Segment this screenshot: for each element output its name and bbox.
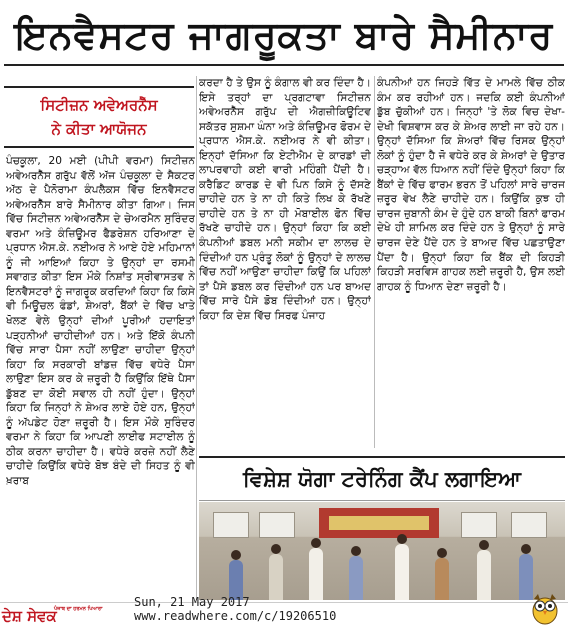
newspaper-logo — [2, 606, 114, 626]
publication-date: Sun, 21 May 2017 — [134, 595, 250, 609]
article-column-1: ਪੰਚਕੂਲਾ, 20 ਮਈ (ਪੀਪੀ ਵਰਮਾ) ਸਿਟੀਜ਼ਨ ਅਵੇਅਰਨੈੱਸ ਗਰੁੱਪ ਵੱਲੋਂ ਅੱਜ ਪੰਚਕੂਲਾ ਦੇ ਸੈਕਟਰ ਅੱਠ ਦੇ ਪੈਨੋਰਾਮਾ ਕੰਪਲੈਕਸ ਵਿੱਚ ਇਨਵੈਸਟਰ ਅਵੇਅਰਨੈੱਸ ਬਾਰੇ ਸੈਮੀਨਾਰ ਕੀਤਾ ਗਿਆ। ਜਿਸ ਵਿੱਚ ਸਿਟੀਜ਼ਨ ਅਵੇਅਰਨੈੱਸ ਦੇ ਚੇਅਰਮੈਨ ਸੁਰਿੰਦਰ ਵਰਮਾ ਅਤੇ ਕੰਜ਼ਿਊਮਰ ਫੈਡਰੇਸ਼ਨ ਹਰਿਆਣਾ ਦੇ ਪ੍ਰਧਾਨ ਐਸ.ਕੇ. ਨਈਅਰ ਨੇ ਆਏ ਹੋਏ ਮਹਿਮਾਨਾਂ ਨੂੰ ਜੀ ਆਇਆਂ ਕਿਹਾ ਤੇ ਉਨ੍ਹਾਂ ਦਾ ਰਸਮੀ ਸਵਾਗਤ ਕੀਤਾ ਇਸ ਮੌਕੇ ਨਿਸ਼ਾਂਤ ਸ੍ਰੀਵਾਸਤਵ ਨੇ ਇਨਵੈਸਟਰਾਂ ਨੂੰ ਜਾਗਰੂਕ ਕਰਦਿਆਂ ਕਿਹਾ ਕਿ ਕਿਸੇ ਵੀ ਮਿਊਚਲ ਫੰਡਾਂ, ਸ਼ੇਅਰਾਂ, ਬੈਂਕਾਂ ਦੇ ਵਿੱਚ ਖਾਤੇ ਖੋਲਣ ਵੇਲੇ ਉਨ੍ਹਾਂ ਦੀਆਂ ਪੂਰੀਆਂ ਹਦਾਇਤਾਂ ਪੜ੍ਹਨੀਆਂ ਚਾਹੀਦੀਆਂ ਹਨ। ਅਤੇ ਇੱਕੋ ਕੰਪਨੀ ਵਿੱਚ ਸਾਰਾ ਪੈਸਾ ਨਹੀਂ ਲਾਉਣਾ ਚਾਹੀਦਾ ਉਨ੍ਹਾਂ ਕਿਹਾ ਕਿ ਸਰਕਾਰੀ ਬਾਂਡਜ਼ ਵਿੱਚ ਵਧੇਰੇ ਪੈਸਾ ਲਾਉਣਾ ਇਸ ਕਰ ਕੇ ਜ਼ਰੂਰੀ ਹੈ ਕਿਉਂਕਿ ਇੱਥੇ ਪੈਸਾ ਡੁੱਬਣ ਦਾ ਕੋਈ ਸਵਾਲ ਹੀ ਨਹੀਂ ਹੁੰਦਾ। ਉਨ੍ਹਾਂ ਕਿਹਾ ਕਿ ਜਿਨ੍ਹਾਂ ਨੇ ਸ਼ੇਅਰ ਲਾਏ ਹੋਏ ਹਨ, ਉਨ੍ਹਾਂ ਨੂੰ ਅੱਪਡੇਟ ਹੋਣਾ ਜ਼ਰੂਰੀ ਹੈ। ਇਸ ਮੌਕੇ ਸੁਰਿੰਦਰ ਵਰਮਾ ਨੇ ਕਿਹਾ ਕਿ ਆਪਣੀ ਲਾਈਫ ਸਟਾਈਲ ਨੂੰ ਠੀਕ ਕਰਨਾ ਚਾਹੀਦਾ ਹੈ। ਵਧੇਰੇ ਕਰਜ਼ੇ ਨਹੀਂ ਲੈਣੇ ਚਾਹੀਦੇ ਕਿਉਂਕਿ ਵਧੇਰੇ ਬੋਝ ਬੰਦੇ ਦੀ ਸਿਹਤ ਨੂੰ ਵੀ ਖ਼ਰਾਬ — [6, 155, 195, 488]
article-column-2: ਕਰਦਾ ਹੈ ਤੇ ਉਸ ਨੂੰ ਕੰਗਾਲ ਵੀ ਕਰ ਦਿੰਦਾ ਹੈ। ਇਸੇ ਤਰ੍ਹਾਂ ਦਾ ਪ੍ਰਗਟਾਵਾ ਸਿਟੀਜ਼ਨ ਅਵੇਅਰਨੈੱਸ ਗਰੁੱਪ ਦੀ ਐਗਜ਼ੀਕਿਊਟਿਵ ਸਕੱਤਰ ਸੁਸ਼ਮਾ ਘੰਨਾ ਅਤੇ ਕੰਜ਼ਿਊਮਰ ਫੋਰਮ ਦੇ ਪ੍ਰਧਾਨ ਐਸ.ਕੇ. ਨਈਅਰ ਨੇ ਵੀ ਕੀਤਾ। ਇਨ੍ਹਾਂ ਦੱਸਿਆ ਕਿ ਏਟੀਐਮ ਦੇ ਕਾਰਡਾਂ ਦੀ ਲਾਪਰਵਾਹੀ ਕਈ ਵਾਰੀ ਮਹਿੰਗੀ ਪੈਂਦੀ ਹੈ। ਕਰੈਡਿਟ ਕਾਰਡ ਦੇ ਵੀ ਪਿਨ ਕਿਸੇ ਨੂੰ ਦੱਸਣੇ ਚਾਹੀਦੇ ਹਨ ਤੇ ਨਾ ਹੀ ਕਿਤੇ ਲਿਖ ਕੇ ਰੱਖਣੇ ਚਾਹੀਦੇ ਹਨ ਤੇ ਨਾ ਹੀ ਮੋਬਾਈਲ ਫੋਨ ਵਿੱਚ ਰੱਖਣੇ ਚਾਹੀਦੇ ਹਨ। ਉਨ੍ਹਾਂ ਕਿਹਾ ਕਿ ਕਈ ਕੰਪਨੀਆਂ ਡਬਲ ਮਨੀ ਸਕੀਮ ਦਾ ਲਾਲਚ ਦੇ ਦਿੰਦੀਆਂ ਹਨ ਪ੍ਰੰਤੂ ਲੋਕਾਂ ਨੂੰ ਉਨ੍ਹਾਂ ਦੇ ਲਾਲਚ ਵਿੱਚ ਨਹੀਂ ਆਉਣਾ ਚਾਹੀਦਾ ਕਿਉਂ ਕਿ ਪਹਿਲਾਂ ਤਾਂ ਪੈਸੇ ਡਬਲ ਕਰ ਦਿੰਦੀਆਂ ਹਨ ਪਰ ਬਾਅਦ ਵਿੱਚ ਸਾਰੇ ਪੈਸੇ ਡੋਬ ਦਿੰਦੀਆਂ ਹਨ। ਉਨ੍ਹਾਂ ਕਿਹਾ ਕਿ ਦੇਸ਼ ਵਿੱਚ ਸਿਰਫ ਪੰਜਾਹ — [199, 77, 371, 322]
photo-window — [213, 512, 249, 538]
person — [309, 548, 323, 600]
person — [395, 544, 409, 600]
logo-name: ਦੇਸ਼ ਸੇਵਕ — [2, 607, 57, 625]
subheadline-line-1: ਸਿਟੀਜ਼ਨ ਅਵੇਅਰਨੈੱਸ — [40, 96, 158, 114]
person-head — [479, 540, 489, 550]
column-divider — [196, 76, 197, 600]
column-divider — [374, 76, 375, 448]
person-head — [231, 550, 241, 560]
article-column-3: ਕੰਪਨੀਆਂ ਹਨ ਜਿਹੜੇ ਵਿੱਤ ਦੇ ਮਾਮਲੇ ਵਿੱਚ ਠੀਕ ਕੰਮ ਕਰ ਰਹੀਆਂ ਹਨ। ਜਦਕਿ ਕਈ ਕੰਪਨੀਆਂ ਡੁੱਬ ਚੁੱਕੀਆਂ ਹਨ। ਜਿਨ੍ਹਾਂ 'ਤੇ ਲੋਕ ਵਿਚ ਦੇਖਾ-ਦੇਖੀ ਵਿਸ਼ਵਾਸ ਕਰ ਕੇ ਸ਼ੇਅਰ ਲਾਈ ਜਾ ਰਹੇ ਹਨ। ਉਨ੍ਹਾਂ ਦੱਸਿਆ ਕਿ ਸ਼ੇਅਰਾਂ ਵਿੱਚ ਰਿਸਕ ਉਨ੍ਹਾਂ ਲੋਕਾਂ ਨੂੰ ਹੁੰਦਾ ਹੈ ਜੋ ਵਧੇਰੇ ਕਰ ਕੇ ਸ਼ੇਅਰਾਂ ਦੇ ਉਤਾਰ ਚੜ੍ਹਾਅ ਵੱਲ ਧਿਆਨ ਨਹੀਂ ਦਿੰਦੇ ਉਨ੍ਹਾਂ ਕਿਹਾ ਕਿ ਬੈਂਕਾਂ ਦੇ ਵਿੱਚ ਫਾਰਮ ਭਰਨ ਤੋਂ ਪਹਿਲਾਂ ਸਾਰੇ ਚਾਰਜ ਜ਼ਰੂਰ ਵੇਖ ਲੈਣੇ ਚਾਹੀਦੇ ਹਨ। ਕਿਉਂਕਿ ਕੁਝ ਹੀ ਚਾਰਜ ਜ਼ੁਬਾਨੀ ਕੰਮ ਦੇ ਹੁੰਦੇ ਹਨ ਬਾਕੀ ਬਿਨਾਂ ਫਾਰਮ ਦੇਖੇ ਹੀ ਸ਼ਾਮਿਲ ਕਰ ਦਿੰਦੇ ਹਨ ਤੇ ਉਨ੍ਹਾਂ ਨੂੰ ਸਾਰੇ ਚਾਰਜ ਦੇਣੇ ਪੈਂਦੇ ਹਨ ਤੇ ਬਾਅਦ ਵਿੱਚ ਪਛਤਾਉਣਾ ਪੈਂਦਾ ਹੈ। ਉਨ੍ਹਾਂ ਕਿਹਾ ਕਿ ਬੈਂਕ ਦੀ ਕਿਹੜੀ ਕਿਹੜੀ ਸਰਵਿਸ ਗਾਹਕ ਲਈ ਜ਼ਰੂਰੀ ਹੈ, ਉਸ ਲਈ ਗਾਹਕ ਨੂੰ ਧਿਆਨ ਦੇਣਾ ਜ਼ਰੂਰੀ ਹੈ। — [377, 77, 565, 293]
person — [435, 558, 449, 600]
source-url[interactable]: www.readwhere.com/c/19206510 — [134, 609, 337, 623]
photo-window — [461, 512, 497, 538]
person-head — [397, 534, 407, 544]
person — [229, 560, 243, 600]
owl-icon — [528, 591, 562, 625]
person-head — [437, 548, 447, 558]
person-head — [521, 544, 531, 554]
logo-tagline: ਪੰਜਾਬ ਦਾ ਹਰਮਨ ਪਿਆਰਾ — [54, 606, 103, 612]
person-head — [311, 538, 321, 548]
photo-window — [511, 512, 547, 538]
photo-window — [259, 512, 295, 538]
yoga-camp-photo — [199, 502, 565, 600]
person — [349, 556, 363, 600]
person-head — [351, 546, 361, 556]
person-head — [271, 544, 281, 554]
subheadline — [4, 86, 194, 148]
subheadline-line-2: ਨੇ ਕੀਤਾ ਆਯੋਜਨ — [51, 120, 147, 138]
person — [269, 554, 283, 600]
photo-story-headline: ਵਿਸ਼ੇਸ਼ ਯੋਗਾ ਟਰੇਨਿੰਗ ਕੈਂਪ ਲਗਾਇਆ — [199, 456, 565, 501]
person — [477, 550, 491, 600]
footer — [0, 595, 568, 627]
photo-banner — [319, 508, 439, 538]
page-headline: ਇਨਵੈਸਟਰ ਜਾਗਰੂਕਤਾ ਬਾਰੇ ਸੈਮੀਨਾਰ — [4, 6, 564, 66]
